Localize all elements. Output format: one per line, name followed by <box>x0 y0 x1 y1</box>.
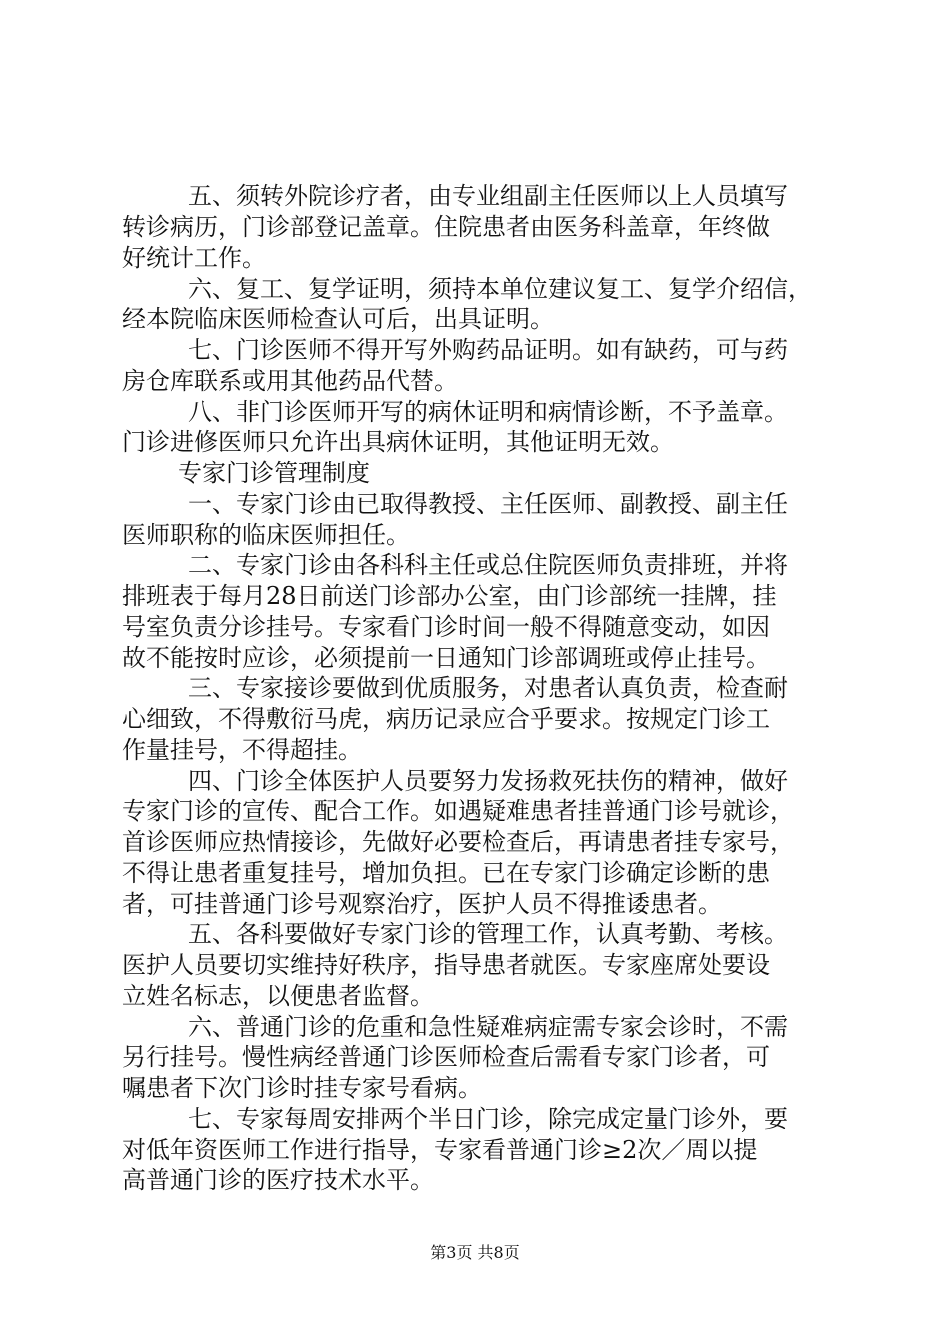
text-line: 房仓库联系或用其他药品代替。 <box>122 367 458 395</box>
text-line: 排班表于每月28日前送门诊部办公室，由门诊部统一挂牌，挂 <box>122 582 777 610</box>
page-number: 第3页 共8页 <box>430 1243 520 1262</box>
text-line: 转诊病历，门诊部登记盖章。住院患者由医务科盖章，年终做 <box>122 213 770 241</box>
text-line: 好统计工作。 <box>122 244 266 272</box>
text-line: 五、须转外院诊疗者，由专业组副主任医师以上人员填写 <box>188 182 788 210</box>
text-line: 医护人员要切实维持好秩序，指导患者就医。专家座席处要设 <box>122 951 770 979</box>
text-line: 对低年资医师工作进行指导，专家看普通门诊≥2次／周以提 <box>122 1136 758 1164</box>
text-line: 专家门诊的宣传、配合工作。如遇疑难患者挂普通门诊号就诊， <box>122 797 794 825</box>
text-line: 另行挂号。慢性病经普通门诊医师检查后需看专家门诊者，可 <box>122 1043 770 1071</box>
section-heading: 专家门诊管理制度 <box>178 459 370 487</box>
text-line: 四、门诊全体医护人员要努力发扬救死扶伤的精神，做好 <box>188 767 788 795</box>
text-line: 故不能按时应诊，必须提前一日通知门诊部调班或停止挂号。 <box>122 644 770 672</box>
text-line: 七、专家每周安排两个半日门诊，除完成定量门诊外，要 <box>188 1105 788 1133</box>
text-line: 七、门诊医师不得开写外购药品证明。如有缺药，可与药 <box>188 336 788 364</box>
text-line: 一、专家门诊由已取得教授、主任医师、副教授、副主任 <box>188 490 788 518</box>
text-line: 六、复工、复学证明，须持本单位建议复工、复学介绍信， <box>188 275 812 303</box>
text-line: 作量挂号，不得超挂。 <box>122 736 362 764</box>
text-line: 三、专家接诊要做到优质服务，对患者认真负责，检查耐 <box>188 674 788 702</box>
text-line: 医师职称的临床医师担任。 <box>122 521 410 549</box>
text-line: 不得让患者重复挂号，增加负担。已在专家门诊确定诊断的患 <box>122 859 770 887</box>
text-line: 心细致，不得敷衍马虎，病历记录应合乎要求。按规定门诊工 <box>122 705 770 733</box>
text-line: 者，可挂普通门诊号观察治疗，医护人员不得推诿患者。 <box>122 890 722 918</box>
text-line: 首诊医师应热情接诊，先做好必要检查后，再请患者挂专家号， <box>122 828 794 856</box>
text-line: 二、专家门诊由各科科主任或总住院医师负责排班，并将 <box>188 551 788 579</box>
text-line: 经本院临床医师检查认可后，出具证明。 <box>122 305 554 333</box>
text-line: 嘱患者下次门诊时挂专家号看病。 <box>122 1074 482 1102</box>
text-line: 六、普通门诊的危重和急性疑难病症需专家会诊时，不需 <box>188 1013 788 1041</box>
text-line: 号室负责分诊挂号。专家看门诊时间一般不得随意变动，如因 <box>122 613 770 641</box>
text-line: 立姓名标志，以便患者监督。 <box>122 982 434 1010</box>
text-line: 五、各科要做好专家门诊的管理工作，认真考勤、考核。 <box>188 920 788 948</box>
text-line: 门诊进修医师只允许出具病休证明，其他证明无效。 <box>122 428 674 456</box>
text-line: 八、非门诊医师开写的病休证明和病情诊断，不予盖章。 <box>188 398 788 426</box>
text-line: 高普通门诊的医疗技术水平。 <box>122 1166 434 1194</box>
